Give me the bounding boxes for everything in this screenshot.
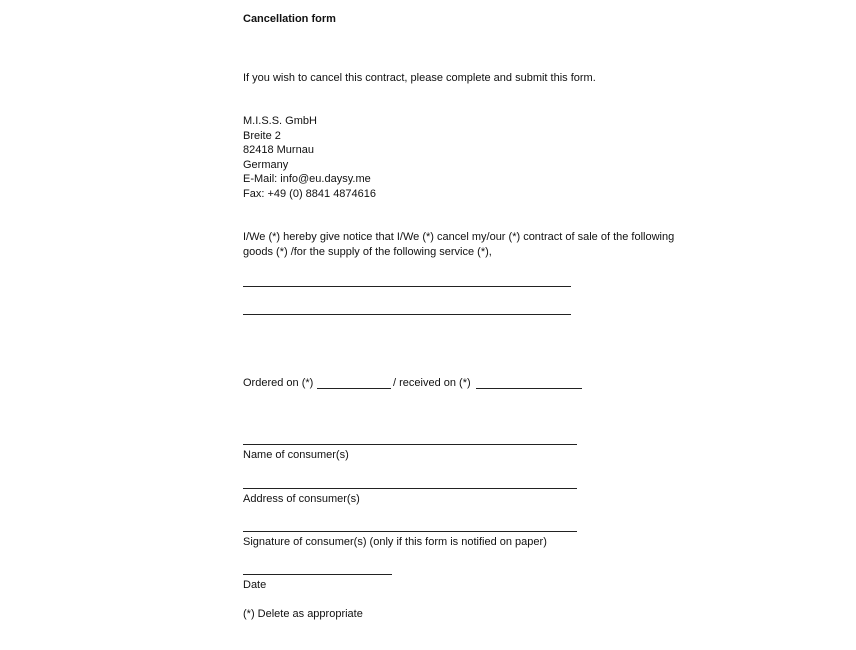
address-email: E-Mail: info@eu.daysy.me xyxy=(243,173,371,185)
ordered-on-label: Ordered on (*) xyxy=(243,377,314,389)
address-country: Germany xyxy=(243,158,289,171)
consumer-name-label: Name of consumer(s) xyxy=(243,449,349,461)
notice-text-line-1: I/We (*) hereby give notice that I/We (*) cancel my/our (*) contract of sale of the following xyxy=(243,231,675,243)
goods-line-2 xyxy=(243,314,571,315)
notice-text-line-2: goods (*) /for the supply of the following service (*), xyxy=(243,246,492,258)
form-title: Cancellation form xyxy=(243,13,336,25)
goods-line-1 xyxy=(243,286,571,287)
intro-text: If you wish to cancel this contract, please complete and submit this form. xyxy=(243,72,596,84)
address-street: Breite 2 xyxy=(243,129,281,142)
date-label: Date xyxy=(243,579,267,591)
company-name: M.I.S.S. GmbH xyxy=(243,115,317,127)
signature-line xyxy=(243,531,577,532)
received-on-label: / received on (*) xyxy=(393,377,471,389)
received-on-line xyxy=(476,388,582,389)
name-line xyxy=(243,444,577,445)
ordered-on-line xyxy=(317,388,391,389)
address-line xyxy=(243,488,577,489)
address-fax: Fax: +49 (0) 8841 4874616 xyxy=(243,187,377,200)
footnote: (*) Delete as appropriate xyxy=(243,608,363,620)
date-line xyxy=(243,574,392,575)
cancellation-form-document xyxy=(243,0,713,650)
consumer-address-label: Address of consumer(s) xyxy=(243,493,360,505)
consumer-signature-label: Signature of consumer(s) (only if this form is notified on paper) xyxy=(243,536,547,548)
address-city: 82418 Murnau xyxy=(243,144,314,156)
